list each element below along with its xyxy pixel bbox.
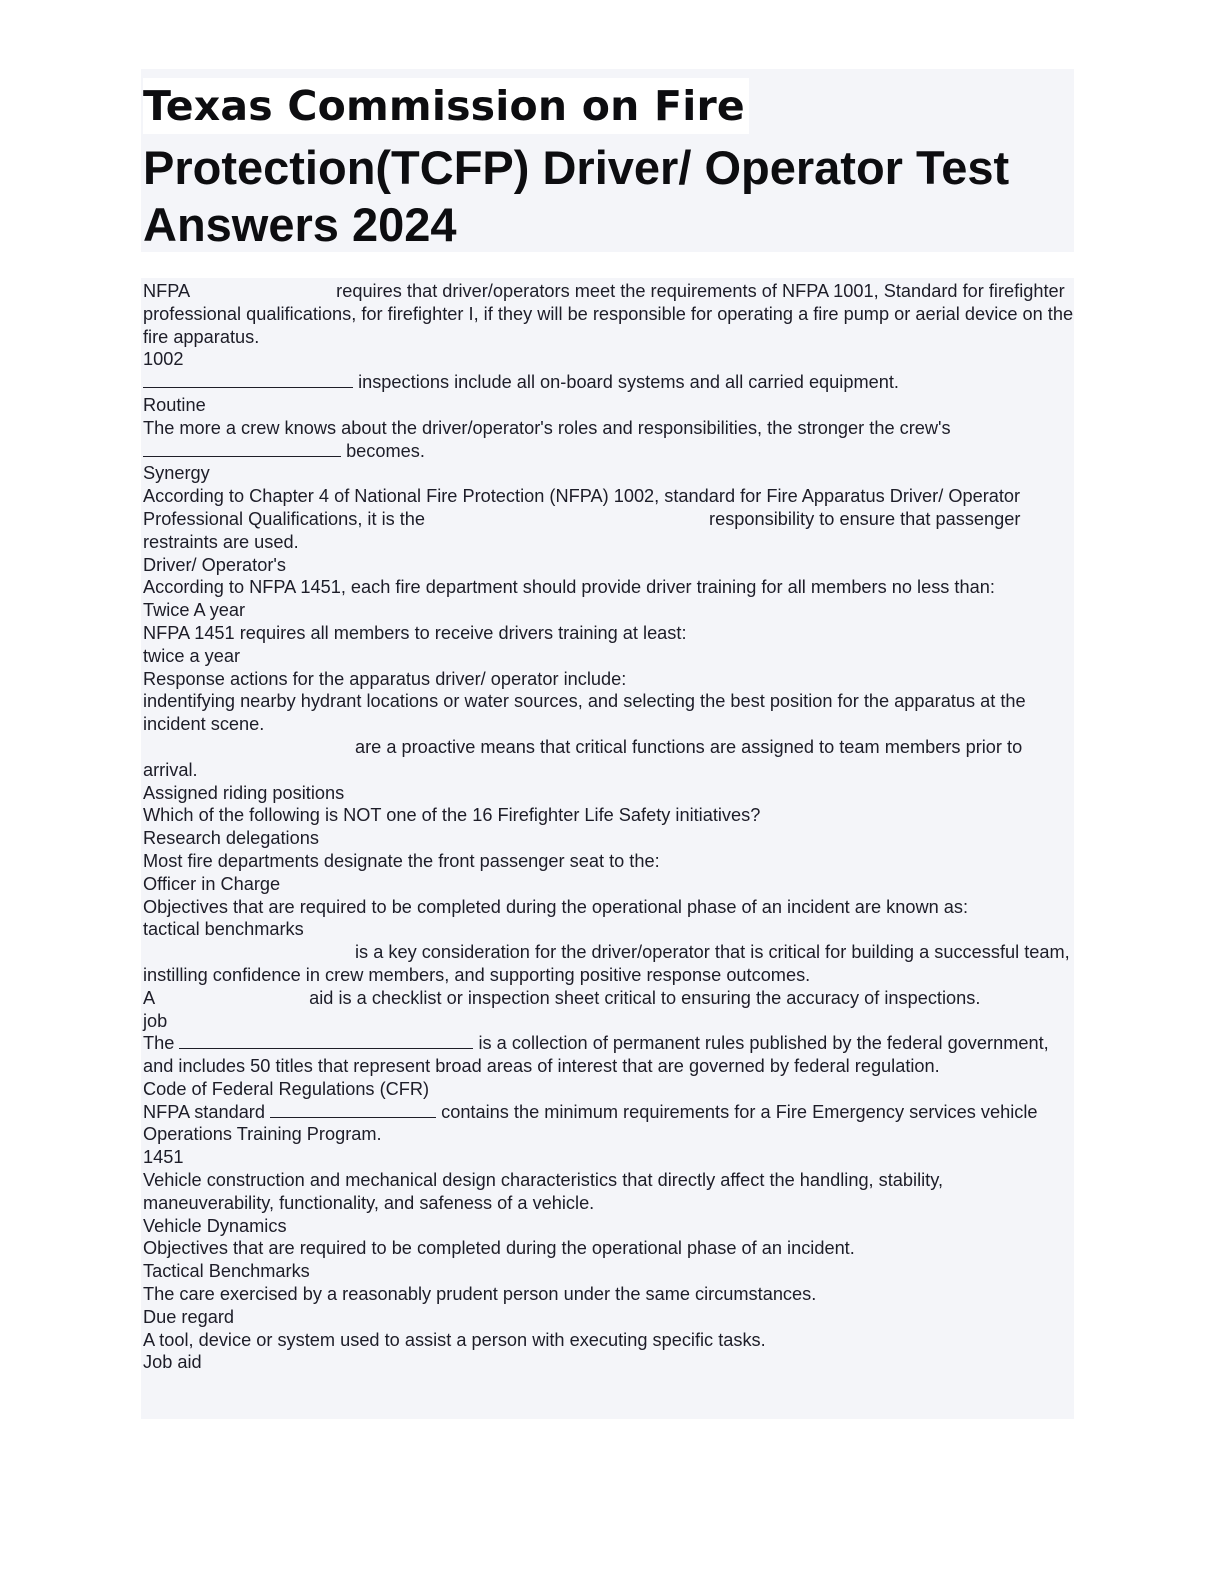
fill-in-blank (143, 440, 341, 457)
question-8: are a proactive means that critical functions are assigned to team members prior to arrival. (143, 736, 1023, 780)
answer-15: 1451 (143, 1147, 184, 1168)
question-2: inspections include all on-board systems and all carried equipment. (143, 371, 1075, 394)
title-line-1: Texas Commission on Fire (143, 78, 749, 134)
title-line-3: Answers 2024 (143, 198, 457, 251)
question-4: According to Chapter 4 of National Fire Protection (NFPA) 1002, standard for Fire Apparatus Driver/ Operator Professional Qualifications, it is the responsibility to ensure that passenger restraints are used. (143, 486, 1021, 552)
title-line-2: Protection(TCFP) Driver/ Operator Test (143, 141, 1010, 194)
question-13: A aid is a checklist or inspection sheet critical to ensuring the accuracy of inspections. (143, 987, 981, 1008)
answer-2: Routine (143, 394, 206, 415)
answer-6: twice a year (143, 645, 241, 666)
question-1: NFPA requires that driver/operators meet the requirements of NFPA 1001, Standard for firefighter professional qualifications, for firefighter I, if they will be responsible for operating a fire pump or aerial device on the fire apparatus. (143, 281, 1074, 347)
question-10: Most fire departments designate the front passenger seat to the: (143, 850, 660, 871)
answer-10: Officer in Charge (143, 873, 281, 894)
qa-content (143, 280, 1075, 1374)
question-9: Which of the following is NOT one of the 16 Firefighter Life Safety initiatives? (143, 805, 761, 826)
question-3: The more a crew knows about the driver/operator's roles and responsibilities, the stronger the crew's becomes. (143, 417, 951, 461)
answer-16: Vehicle Dynamics (143, 1215, 287, 1236)
question-6: NFPA 1451 requires all members to receive drivers training at least: (143, 622, 687, 643)
answer-14: Code of Federal Regulations (CFR) (143, 1078, 430, 1099)
question-14: The is a collection of permanent rules published by the federal government, and includes 50 titles that represent broad areas of interest that are governed by federal regulation. (143, 1033, 1049, 1077)
answer-4: Driver/ Operator's (143, 554, 286, 575)
answer-3: Synergy (143, 463, 210, 484)
answer-1: 1002 (143, 349, 184, 370)
question-12: is a key consideration for the driver/operator that is critical for building a successful team, instilling confidence in crew members, and supporting positive response outcomes. (143, 942, 1070, 985)
question-5: According to NFPA 1451, each fire department should provide driver training for all members no less than: (143, 577, 995, 598)
fill-in-blank (143, 371, 353, 388)
answer-9: Research delegations (143, 828, 319, 849)
question-15: NFPA standard contains the minimum requirements for a Fire Emergency services vehicle Operations Training Program. (143, 1101, 1038, 1145)
question-17: Objectives that are required to be completed during the operational phase of an incident. (143, 1238, 855, 1259)
question-11: Objectives that are required to be completed during the operational phase of an incident are known as: (143, 896, 969, 917)
answer-18: Due regard (143, 1306, 234, 1327)
question-19: A tool, device or system used to assist a person with executing specific tasks. (143, 1329, 766, 1350)
answer-5: Twice A year (143, 600, 246, 621)
answer-13: job (143, 1010, 168, 1031)
answer-8: Assigned riding positions (143, 782, 345, 803)
question-18: The care exercised by a reasonably prudent person under the same circumstances. (143, 1284, 817, 1305)
answer-17: Tactical Benchmarks (143, 1261, 310, 1282)
question-16: Vehicle construction and mechanical design characteristics that directly affect the handling, stability, maneuverability, functionality, and safeness of a vehicle. (143, 1170, 944, 1213)
fill-in-blank (270, 1101, 436, 1118)
answer-7: indentifying nearby hydrant locations or water sources, and selecting the best position for the apparatus at the incident scene. (143, 691, 1026, 735)
answer-19: Job aid (143, 1352, 202, 1373)
question-7: Response actions for the apparatus driver/ operator include: (143, 668, 627, 689)
fill-in-blank (179, 1032, 473, 1049)
answer-11: tactical benchmarks (143, 919, 304, 940)
